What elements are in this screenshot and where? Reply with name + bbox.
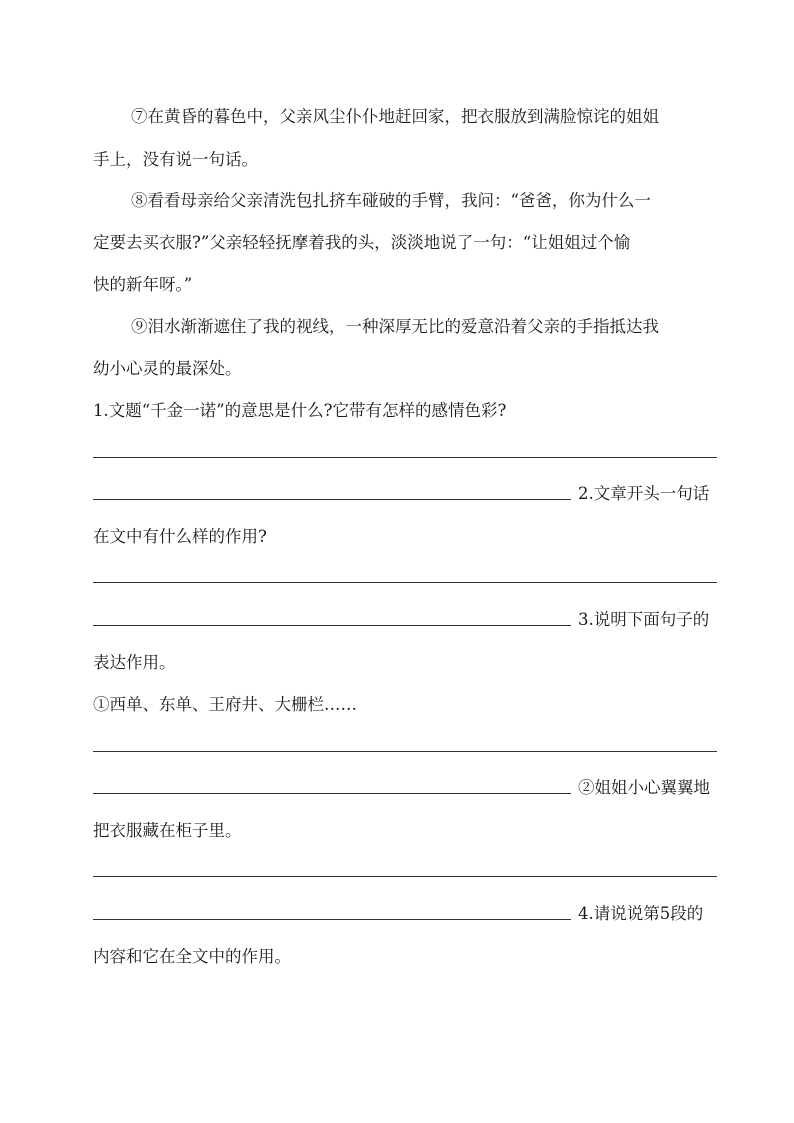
paragraph-7-line-1: ⑦在黄昏的暮色中，父亲风尘仆仆地赶回家，把衣服放到满脸惊诧的姐姐 <box>131 107 659 126</box>
answer-line[interactable] <box>93 457 717 458</box>
question-3-end: 表达作用。 <box>93 653 176 672</box>
paragraph-9-line-2: 幼小心灵的最深处。 <box>93 359 242 378</box>
question-2-start: 2.文章开头一句话 <box>578 484 710 503</box>
answer-line[interactable] <box>93 793 571 794</box>
question-3-start: 3.说明下面句子的 <box>578 610 710 629</box>
question-4-start: 4.请说说第5段的 <box>578 904 704 923</box>
answer-line[interactable] <box>93 625 571 626</box>
answer-line[interactable] <box>93 582 717 583</box>
answer-line[interactable] <box>93 919 571 920</box>
question-3-item-2-start: ②姐姐小心翼翼地 <box>578 778 710 797</box>
question-1: 1.文题“千金一诺”的意思是什么?它带有怎样的感情色彩? <box>93 401 507 420</box>
question-3-item-2-end: 把衣服藏在柜子里。 <box>93 821 242 840</box>
answer-line[interactable] <box>93 499 571 500</box>
paragraph-7-line-2: 手上，没有说一句话。 <box>93 150 258 169</box>
paragraph-8-line-1: ⑧看看母亲给父亲清洗包扎挤车碰破的手臂，我问：“爸爸，你为什么一 <box>131 191 651 210</box>
answer-line[interactable] <box>93 751 717 752</box>
paragraph-8-line-3: 快的新年呀。” <box>93 275 193 294</box>
answer-line[interactable] <box>93 876 717 877</box>
question-3-item-1: ①西单、东单、王府井、大栅栏…… <box>93 695 357 714</box>
question-2-end: 在文中有什么样的作用? <box>93 527 267 546</box>
paragraph-8-line-2: 定要去买衣服?”父亲轻轻抚摩着我的头，淡淡地说了一句：“让姐姐过个愉 <box>93 233 631 252</box>
question-4-end: 内容和它在全文中的作用。 <box>93 947 291 966</box>
paragraph-9-line-1: ⑨泪水渐渐遮住了我的视线，一种深厚无比的爱意沿着父亲的手指抵达我 <box>131 317 659 336</box>
